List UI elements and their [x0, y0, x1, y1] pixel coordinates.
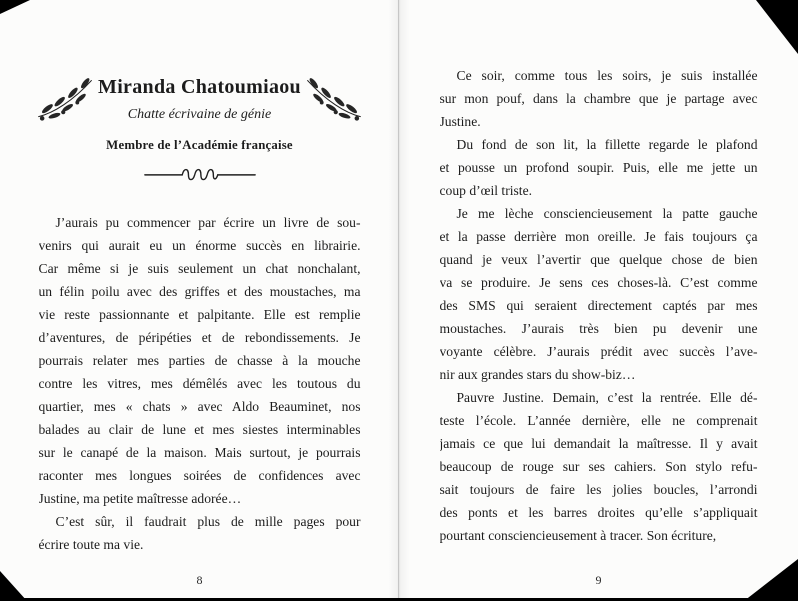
text-line: Ce soir, comme tous les soirs, je suis installée — [456, 68, 758, 83]
right-page — [399, 0, 798, 601]
text-line: et la passe derrière mon oreille. Je fais toujours ça — [439, 229, 758, 244]
text-line: balades au clair de lune et mes siestes interminables — [38, 422, 361, 437]
text-line: voyante célèbre. J’aurais prédit avec succès l’ave- — [439, 344, 758, 359]
olive-branch-left-icon — [36, 74, 94, 124]
text-line: Car même si je suis seulement un chat nonchalant, — [38, 261, 361, 276]
text-line: C’est sûr, il faudrait plus de mille pages pour — [55, 514, 361, 529]
text-line: venirs qui aurait eu un énorme succès en librairie. — [38, 238, 361, 253]
text-line: des ponts et les barres droites qu’elle s’appliquait — [439, 505, 758, 520]
text-line: Pauvre Justine. Demain, c’est la rentrée. Elle dé- — [456, 390, 758, 405]
text-line: teste l’école. L’année dernière, elle ne comprenait — [439, 413, 758, 428]
chapter-header — [0, 70, 399, 184]
paragraph — [440, 64, 758, 133]
paragraph — [440, 386, 758, 547]
text-line: écrire toute ma vie. — [38, 537, 144, 552]
text-line: des SMS qui seraient directement captés par mes — [439, 298, 758, 313]
text-line: Justine. — [439, 114, 481, 129]
text-line: quand je veux l’avertir que quelque chose de bien — [439, 252, 758, 267]
olive-branch-right-icon — [305, 74, 363, 124]
text-line: va se produire. Je sens ces choses-là. C’est comme — [439, 275, 758, 290]
gutter-line — [398, 0, 399, 601]
text-line: d’aventures, de péripéties et de rebondissements. Je — [38, 330, 361, 345]
text-line: raconter mes longues soirées de confidences avec — [38, 468, 361, 483]
squiggle-rule-icon — [0, 166, 399, 184]
right-page-number: 9 — [595, 573, 602, 587]
title-row — [0, 70, 399, 128]
text-line: quartier, mes « chats » avec Aldo Beauminet, nos — [38, 399, 361, 414]
text-line: Du fond de son lit, la fillette regarde le plafond — [456, 137, 758, 152]
paragraph — [39, 211, 361, 510]
chapter-affiliation: Membre de l’Académie française — [106, 138, 293, 152]
text-line: J’aurais pu commencer par écrire un livre de sou- — [55, 215, 361, 230]
paragraph — [440, 133, 758, 202]
text-line: vie reste passionnante et palpitante. Elle est remplie — [38, 307, 361, 322]
text-line: et pousse un profond soupir. Puis, elle me jette un — [439, 160, 758, 175]
text-line: beaucoup de rouge sur ses cahiers. Son stylo refu- — [439, 459, 758, 474]
text-line: moustaches. J’aurais très bien pu devenir une — [439, 321, 758, 336]
text-line: sur le canapé de la maison. Mais surtout, je pourrais — [38, 445, 361, 460]
text-line: pourrais relater mes parties de chasse à la mouche — [38, 353, 361, 368]
text-line: contre les vitres, mes démêlés avec les toutous du — [38, 376, 361, 391]
chapter-subtitle: Chatte écrivaine de génie — [127, 106, 272, 122]
text-line: pourtant consciencieusement à tracer. Son écriture, — [439, 528, 717, 543]
paragraph — [440, 202, 758, 386]
right-page-text — [440, 64, 758, 547]
text-line: nir aux grandes stars du show-biz… — [439, 367, 636, 382]
left-page-number: 8 — [196, 573, 203, 587]
chapter-title: Miranda Chatoumiaou — [98, 75, 301, 98]
left-page-text — [39, 211, 361, 556]
text-line: Justine, ma petite maîtresse adorée… — [38, 491, 242, 506]
text-line: coup d’œil triste. — [439, 183, 532, 198]
text-line: jamais ce que lui demandait la maîtresse. Il y avait — [439, 436, 758, 451]
text-line: un félin poilu avec des griffes et des moustaches, ma — [38, 284, 361, 299]
text-line: sait toujours de faire les jolies boucles, l’arrondi — [439, 482, 758, 497]
text-line: Je me lèche consciencieusement la patte gauche — [456, 206, 758, 221]
paragraph — [39, 510, 361, 556]
text-line: sur mon pouf, dans la chambre que je partage avec — [439, 91, 758, 106]
title-block — [98, 75, 301, 124]
